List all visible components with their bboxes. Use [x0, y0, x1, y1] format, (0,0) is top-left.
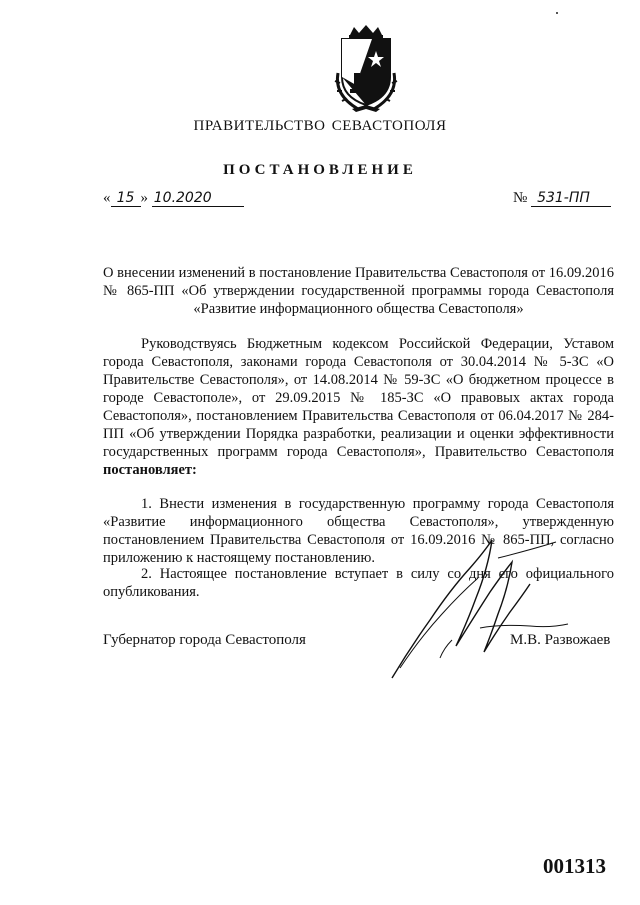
document-number [513, 190, 611, 207]
resolution-item: 2. Настоящее постановление вступает в силу со дня его официального опубликования. [103, 566, 614, 600]
signer-name: М.В. Развожаев [510, 632, 611, 648]
document-date [103, 190, 244, 207]
number-value: 531-ПП [531, 190, 611, 207]
preamble-text: Руководствуясь Бюджетным кодексом Российской Федерации, Уставом города Севастополя, законами города Севастополя от 30.04.2014 № 5-ЗС «О Правительстве Севастополя», от 14.08.2014 № 59-ЗС «О бюджетном процессе в городе Севастополе», от 29.09.2015 № 185-ЗС «О правовых актах города Севастополя», постановлением Правительства Севастополя от 06.04.2017 № 284-ПП «Об утверждении Порядка разработки, реализации и оценки эффективности государственных программ города Севастополя», Правительство Севастополя [103, 336, 614, 460]
date-close-quote: » [140, 190, 148, 206]
document-subject: О внесении изменений в постановление Правительства Севастополя от 16.09.2016 № 865-ПП «Об утверждении государственной программы города Севастополя «Развитие информационного общества Севастополя» [103, 265, 614, 317]
registration-number: 001313 [543, 854, 606, 878]
coat-of-arms-emblem [328, 25, 404, 113]
scan-speck [556, 12, 558, 14]
organization-title: ПРАВИТЕЛЬСТВО СЕВАСТОПОЛЯ [193, 118, 447, 134]
signer-title: Губернатор города Севастополя [103, 632, 306, 648]
resolution-item: 1. Внести изменения в государственную программу города Севастополя «Развитие информационного общества Севастополя», утвержденную постановлением Правительства Севастополя от 16.09.2016 № 865-ПП, согласно приложению к настоящему постановлению. [103, 496, 614, 566]
date-month-year: 10.2020 [152, 190, 244, 207]
preamble-paragraph [103, 335, 614, 479]
date-day: 15 [111, 190, 141, 207]
handwritten-signature [380, 528, 580, 688]
date-open-quote: « [103, 190, 111, 206]
document-type-heading: ПОСТАНОВЛЕНИЕ [223, 162, 417, 178]
number-label: № [513, 190, 528, 206]
preamble-verb: постановляет: [103, 462, 197, 478]
